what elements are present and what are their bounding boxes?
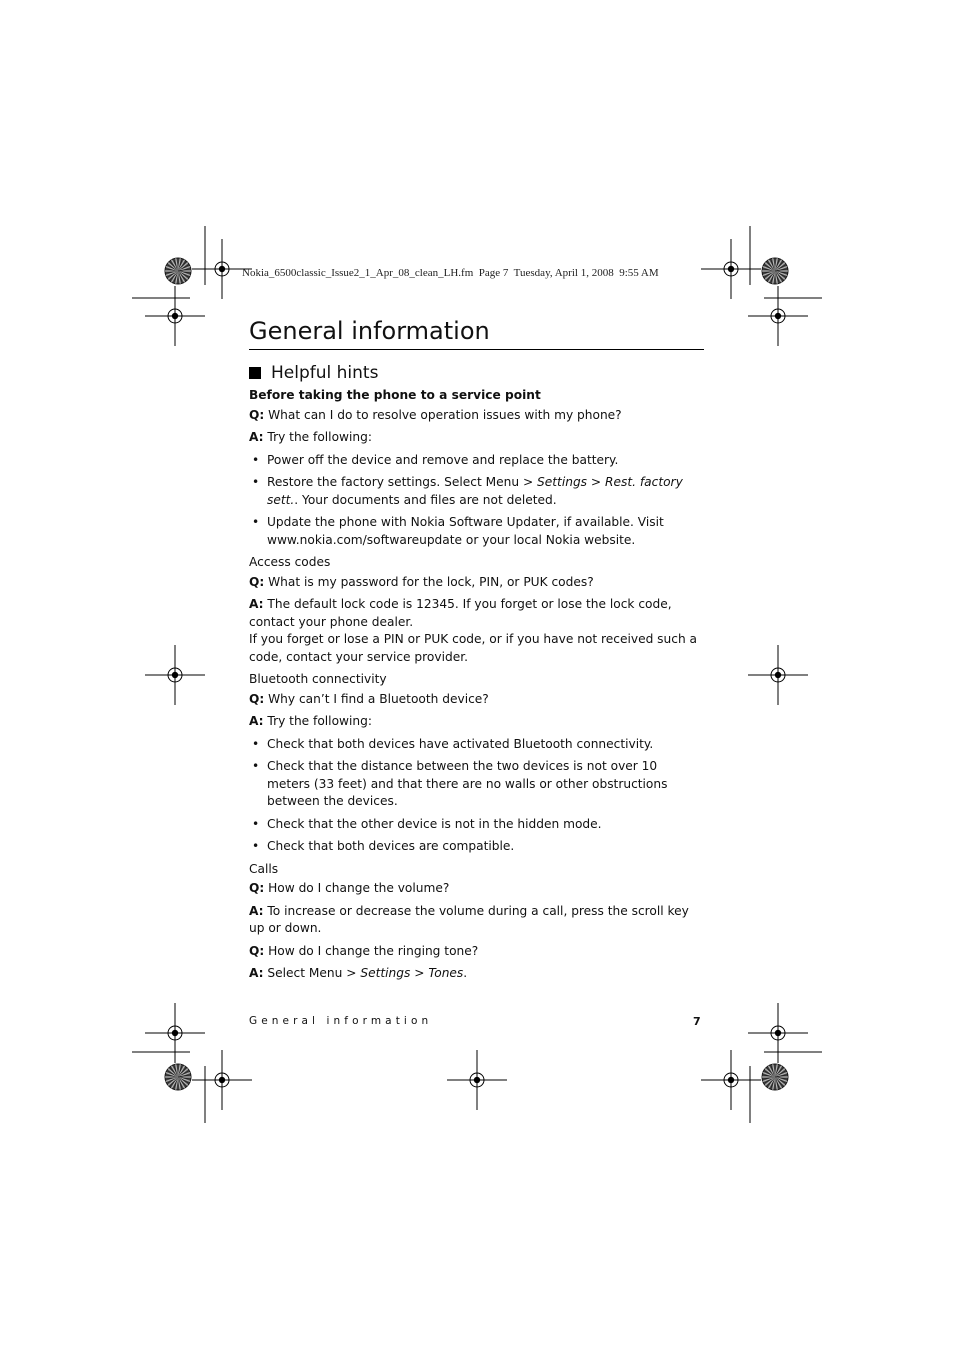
subheading-bluetooth: Bluetooth connectivity <box>249 672 387 686</box>
answer-continued: If you forget or lose a PIN or PUK code, or if you have not received such a code, contact your service provider. <box>249 632 698 664</box>
crosshair-icon <box>145 1003 205 1063</box>
question: Q: How do I change the volume? <box>249 881 450 895</box>
list-item: • Check that both devices are compatible. <box>249 838 704 856</box>
crosshair-icon <box>748 286 808 346</box>
question: Q: Why can’t I find a Bluetooth device? <box>249 691 489 706</box>
crosshair-icon <box>145 645 205 705</box>
question: Q: What can I do to resolve operation issues with my phone? <box>249 407 622 422</box>
crosshair-icon <box>145 286 205 346</box>
list-item: • Check that both devices have activated Bluetooth connectivity. <box>249 736 704 754</box>
bullet-icon: • <box>252 452 260 467</box>
bullet-icon: • <box>252 839 260 853</box>
answer: A: Try the following: <box>249 714 372 728</box>
list-item: • Check that the distance between the two devices is not over 10 meters (33 feet) and that there are no walls or other obstructions between the devices. <box>252 759 668 808</box>
answer: A: Try the following: <box>249 430 372 444</box>
answer: A: To increase or decrease the volume during a call, press the scroll key up or down. <box>249 903 689 935</box>
page-content <box>249 316 704 988</box>
list-item: • Update the phone with Nokia Software Updater, if available. Visit www.nokia.com/softwareupdate or your local Nokia website. <box>252 515 664 547</box>
bullet-icon: • <box>252 515 260 529</box>
question: Q: What is my password for the lock, PIN, or PUK codes? <box>249 574 594 589</box>
page-number: 7 <box>693 1015 701 1028</box>
section-title-text: Helpful hints <box>271 363 379 383</box>
crosshair-icon <box>701 239 761 299</box>
list-item: • Check that the other device is not in the hidden mode. <box>249 816 704 834</box>
crosshair-icon <box>701 1050 761 1110</box>
crosshair-icon <box>748 645 808 705</box>
running-footer: General information <box>249 1015 433 1027</box>
answer: A: The default lock code is 12345. If you forget or lose the lock code, contact your phone dealer. <box>249 597 672 629</box>
starburst-icon <box>165 258 191 284</box>
answer: A: Select Menu > Settings > Tones. <box>249 966 468 980</box>
hint-list <box>249 736 704 856</box>
list-item: • Restore the factory settings. Select Menu > Settings > Rest. factory sett.. Your documents and files are not deleted. <box>252 475 683 507</box>
file-slug: Nokia_6500classic_Issue2_1_Apr_08_clean_LH.fm Page 7 Tuesday, April 1, 2008 9:55 AM <box>242 267 659 279</box>
starburst-icon <box>165 1064 191 1090</box>
list-item: • Power off the device and remove and replace the battery. <box>249 452 704 470</box>
bullet-icon: • <box>252 759 260 773</box>
bullet-icon: • <box>252 475 260 489</box>
bullet-icon: • <box>252 736 260 751</box>
crosshair-icon <box>192 1050 252 1110</box>
square-icon <box>249 367 261 379</box>
crosshair-icon <box>748 1003 808 1063</box>
subheading-calls: Calls <box>249 861 279 876</box>
hint-list <box>249 452 704 550</box>
question: Q: How do I change the ringing tone? <box>249 943 479 958</box>
section-title <box>249 362 704 384</box>
chapter-title: General information <box>249 316 704 350</box>
starburst-icon <box>762 258 788 284</box>
bullet-icon: • <box>252 816 260 831</box>
starburst-icon <box>762 1064 788 1090</box>
subheading-service-point: Before taking the phone to a service point <box>249 388 541 402</box>
crosshair-icon <box>447 1050 507 1110</box>
subheading-access-codes: Access codes <box>249 555 331 569</box>
